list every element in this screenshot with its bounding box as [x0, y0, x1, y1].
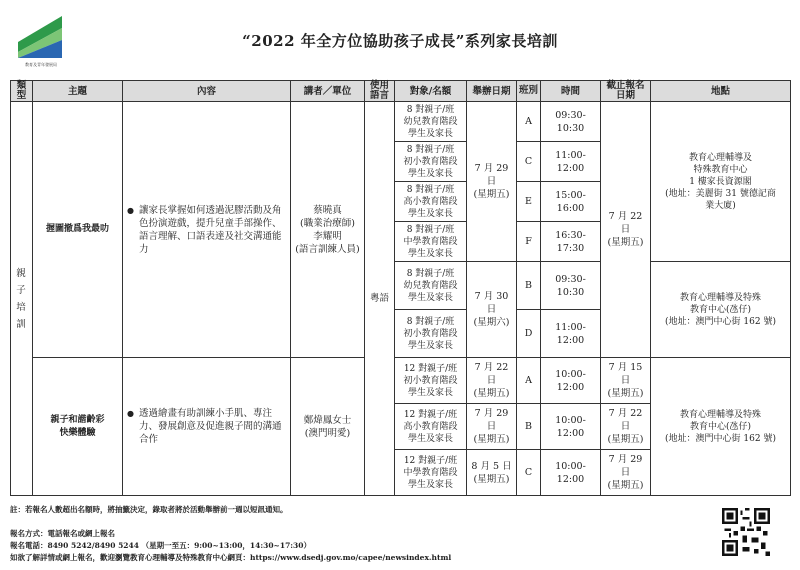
- text-line: 學生及家長: [407, 387, 453, 398]
- target-cell: [395, 358, 467, 404]
- qr-code-icon[interactable]: [722, 508, 770, 556]
- text-line: 中學教育階段: [403, 467, 458, 478]
- text-line: 7 月 15 日: [608, 362, 643, 386]
- text-line: (星期五): [607, 434, 644, 445]
- venue-cell: [651, 102, 791, 262]
- class-cell: F: [517, 222, 541, 262]
- venue-cell: [651, 262, 791, 358]
- text-line: 鄭煒鳳女士: [303, 414, 352, 426]
- text-line: 中學教育階段: [403, 236, 458, 247]
- text-line: 學生及家長: [407, 340, 453, 351]
- target-cell: [395, 450, 467, 496]
- text-line: 初小教育階段: [403, 156, 458, 167]
- text-line: (星期五): [473, 434, 510, 445]
- header-topic: 主題: [33, 81, 123, 102]
- text-line: 7 月 22 日: [608, 408, 643, 432]
- text-line: 特殊教育中心: [693, 164, 748, 175]
- topic-2-speaker: [291, 358, 365, 496]
- target-cell: [395, 222, 467, 262]
- text-line: 教育中心(氹仔): [689, 304, 752, 315]
- date-cell: [467, 102, 517, 262]
- class-cell: E: [517, 182, 541, 222]
- header-content: 內容: [123, 81, 291, 102]
- footer-note: 註：若報名人數超出名額時，將抽籤決定，錄取者將於活動舉辦前一週以短訊通知。: [10, 505, 288, 514]
- text-line: 8 對親子/班: [406, 144, 455, 155]
- text-line: 業大廈): [705, 200, 736, 211]
- text-line: 教育心理輔導及: [688, 152, 752, 163]
- text-line: 李耀明: [313, 230, 342, 242]
- text-line: 幼兒教育階段: [403, 116, 458, 127]
- text-line: (語言訓練人員): [295, 243, 360, 255]
- text-line: 8 對親子/班: [406, 184, 455, 195]
- text-line: (星期五): [607, 388, 644, 399]
- date-cell: [467, 404, 517, 450]
- text-line: 教育中心(氹仔): [689, 421, 752, 432]
- header-date: 舉辦日期: [467, 81, 517, 102]
- target-cell: [395, 142, 467, 182]
- text-line: (星期五): [473, 388, 510, 399]
- topic-1-speaker: [291, 102, 365, 358]
- training-schedule-table: [10, 80, 791, 496]
- text-line: 8 對親子/班: [406, 104, 455, 115]
- time-cell: 11:00-12:00: [541, 142, 601, 182]
- logo-caption: 教育及青年發展局: [25, 62, 57, 67]
- text-line: 學生及家長: [407, 208, 453, 219]
- bullet-icon: ●: [127, 409, 134, 418]
- text-line: 高小教育階段: [403, 421, 458, 432]
- time-cell: 10:00-12:00: [541, 358, 601, 404]
- text-line: (星期六): [473, 317, 510, 328]
- text-line: 7 月 22 日: [474, 362, 509, 386]
- text-line: 學生及家長: [407, 168, 453, 179]
- text-line: 蔡曉真: [313, 204, 342, 216]
- footer-phone: 報名電話：8490 5242/8490 5244 （星期一至五：9:00~13:00，14:30~17:30）: [10, 541, 311, 550]
- language-cell: 粵語: [365, 102, 395, 496]
- category-char: 子: [16, 284, 27, 296]
- text-line: 7 月 22 日: [608, 211, 643, 235]
- text-line: 8 月 5 日: [471, 460, 512, 472]
- text-line: 學生及家長: [407, 128, 453, 139]
- text-line: 7 月 29 日: [474, 163, 509, 187]
- header-target: 對象/名額: [395, 81, 467, 102]
- date-cell: [467, 358, 517, 404]
- venue-cell: [651, 358, 791, 496]
- topic-2-name: [33, 358, 123, 496]
- class-cell: C: [517, 450, 541, 496]
- topic-1-content: [123, 102, 291, 358]
- text-line: (星期五): [473, 473, 510, 485]
- category-char: 培: [16, 301, 27, 313]
- deadline-cell: [601, 450, 651, 496]
- topic-1-content-text: 讓家長掌握如何透過泥膠活動及角色扮演遊戲，提升兒童手部操作、語言理解、口語表達及社交溝通能力: [139, 204, 282, 255]
- category-char: 親: [16, 267, 27, 279]
- header-speaker: 講者／單位: [291, 81, 365, 102]
- category-char: 訓: [16, 318, 27, 330]
- date-cell: [467, 450, 517, 496]
- target-cell: [395, 182, 467, 222]
- deadline-cell: [601, 358, 651, 404]
- time-cell: 09:30-10:30: [541, 262, 601, 310]
- header-type: 類型: [11, 81, 33, 102]
- date-cell: [467, 262, 517, 358]
- text-line: 親子和諧齡彩: [50, 414, 105, 425]
- target-cell: [395, 102, 467, 142]
- text-line: (職業治療師): [300, 217, 355, 229]
- text-line: (星期五): [607, 237, 644, 248]
- text-line: 8 對親子/班: [406, 316, 455, 327]
- text-line: 12 對親子/班: [403, 409, 458, 420]
- target-cell: [395, 404, 467, 450]
- time-cell: 11:00-12:00: [541, 310, 601, 358]
- class-cell: A: [517, 102, 541, 142]
- topic-2-content-text: 透過繪畫有助訓練小手肌、專注力、發展創意及促進親子間的溝通合作: [139, 408, 282, 445]
- text-line: (地址：美麗街 31 號德記商: [665, 188, 776, 199]
- class-cell: B: [517, 404, 541, 450]
- category-cell: [11, 102, 33, 496]
- footer-web[interactable]: 如欲了解詳情或網上報名，歡迎瀏覽教育心理輔導及特殊教育中心網頁：https://www.dsedj.gov.mo/capee/newsindex.html: [10, 553, 452, 562]
- text-line: 學生及家長: [407, 292, 453, 303]
- text-line: 7 月 29 日: [474, 408, 509, 432]
- category-label: [13, 265, 30, 333]
- footer-method: 報名方式：電話報名或網上報名: [10, 529, 115, 538]
- header-language: 使用語言: [365, 81, 395, 102]
- target-cell: [395, 310, 467, 358]
- header-class: 班別: [517, 81, 541, 102]
- class-cell: A: [517, 358, 541, 404]
- class-cell: D: [517, 310, 541, 358]
- topic-1-name: 握圖撤爲我最叻: [33, 102, 123, 358]
- text-line: 學生及家長: [407, 248, 453, 259]
- deadline-cell: [601, 404, 651, 450]
- header-time: 時間: [541, 81, 601, 102]
- time-cell: 10:00-12:00: [541, 450, 601, 496]
- time-cell: 15:00-16:00: [541, 182, 601, 222]
- target-cell: [395, 262, 467, 310]
- class-cell: B: [517, 262, 541, 310]
- text-line: 7 月 29 日: [608, 454, 643, 478]
- text-line: 初小教育階段: [403, 328, 458, 339]
- text-line: 12 對親子/班: [403, 363, 458, 374]
- text-line: 學生及家長: [407, 479, 453, 490]
- text-line: 12 對親子/班: [403, 455, 458, 466]
- time-cell: 10:00-12:00: [541, 404, 601, 450]
- text-line: (星期五): [473, 189, 510, 200]
- text-line: 初小教育階段: [403, 375, 458, 386]
- text-line: (星期五): [607, 480, 644, 491]
- deadline-cell: [601, 102, 651, 358]
- bullet-icon: ●: [127, 205, 134, 215]
- topic-2-content: [123, 358, 291, 496]
- text-line: (澳門明愛): [304, 427, 351, 439]
- text-line: 1 樓家長資源閣: [689, 176, 752, 187]
- text-line: (地址：澳門中心街 162 號): [665, 316, 776, 327]
- text-line: 8 對親子/班: [406, 268, 455, 279]
- text-line: 快樂體驗: [59, 427, 96, 438]
- text-line: 8 對親子/班: [406, 224, 455, 235]
- text-line: 幼兒教育階段: [403, 280, 458, 291]
- time-cell: 09:30-10:30: [541, 102, 601, 142]
- time-cell: 16:30-17:30: [541, 222, 601, 262]
- text-line: 教育心理輔導及特殊: [679, 292, 761, 303]
- class-cell: C: [517, 142, 541, 182]
- page-title: “2022 年全方位協助孩子成長”系列家長培訓: [242, 32, 558, 50]
- text-line: (地址：澳門中心街 162 號): [665, 433, 776, 444]
- header-deadline: 截止報名日期: [601, 81, 651, 102]
- text-line: 7 月 30 日: [474, 291, 509, 315]
- header-venue: 地點: [651, 81, 791, 102]
- text-line: 教育心理輔導及特殊: [679, 409, 761, 420]
- text-line: 學生及家長: [407, 433, 453, 444]
- text-line: 高小教育階段: [403, 196, 458, 207]
